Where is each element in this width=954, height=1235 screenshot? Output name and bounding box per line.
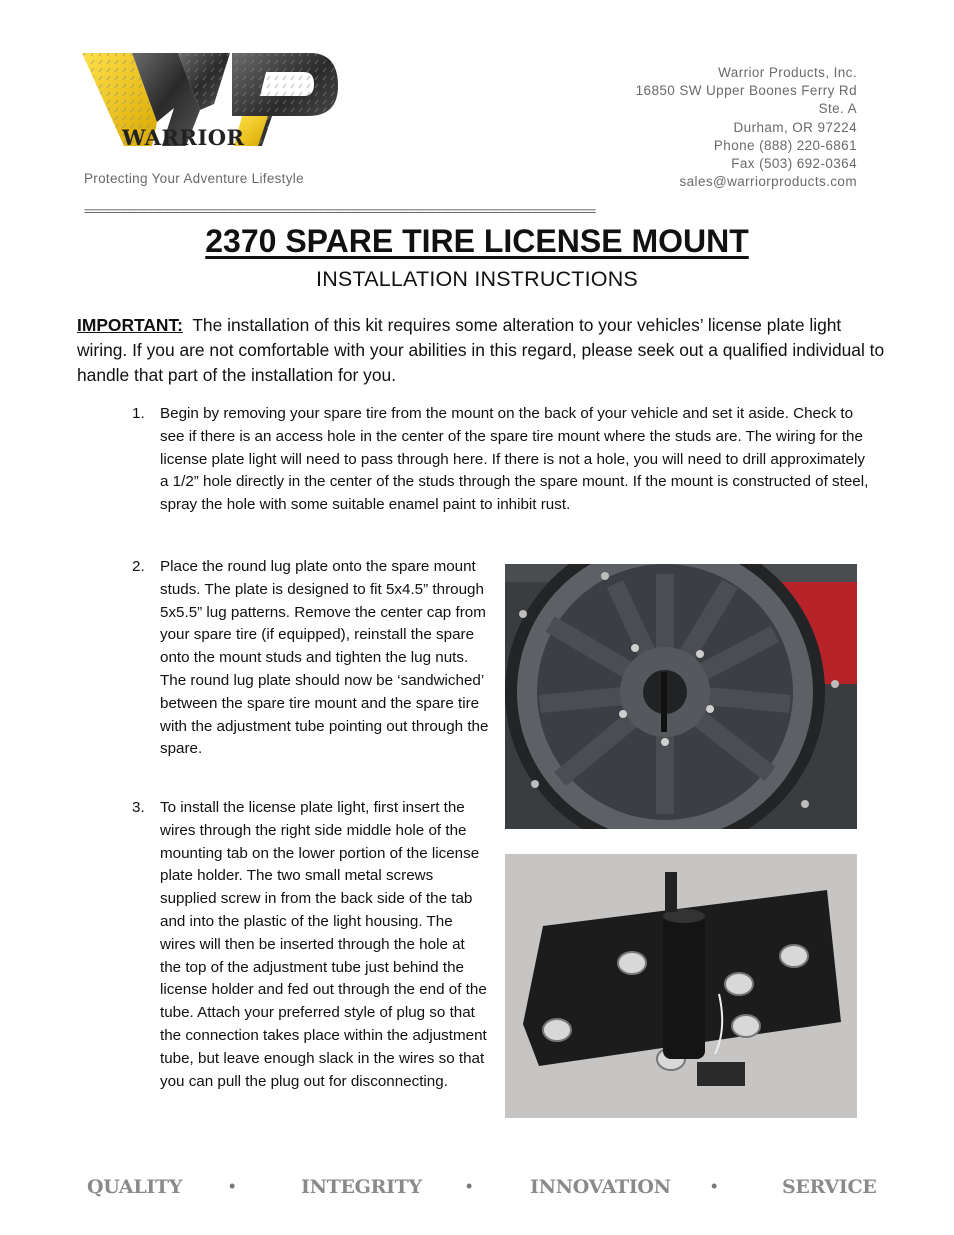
address-line: Ste. A (818, 101, 857, 117)
step-text: Begin by removing your spare tire from the mount on the back of your vehicle and set it aside. Check to see if there is an access hole in the center of the spare tire mount where the studs are. The wiring for the license plate light will need to pass through here. If there is not a hole, you will need to drill approximately a 1/2” hole directly in the center of the studs through the spare mount. If the mount is constructed of steel, spray the hole with some suitable enamel paint to inhibit rust. (160, 405, 869, 514)
section-divider: ================================================================================================ (84, 206, 596, 218)
footer-separator: • (711, 1176, 718, 1196)
license-plate-holder-photo (505, 854, 857, 1118)
address-line: Durham, OR 97224 (733, 119, 857, 135)
address-line: 16850 SW Upper Boones Ferry Rd (635, 83, 857, 99)
document-title: 2370 SPARE TIRE LICENSE MOUNT (205, 223, 749, 259)
step-text: Place the round lug plate onto the spare mount studs. The plate is designed to fit 5x4.5” through 5x5.5” lug patterns. Remove the center cap from your spare tire (if equipped), reinstall the spare onto the mount studs and tighten the lug nuts. The round lug plate should now be ‘sandwiched’ between the spare tire mount and the spare tire with the adjustment tube pointing out through the spare. (160, 558, 489, 758)
important-text: The installation of this kit requires some alteration to your vehicles’ license plate light wiring. If you are not comfortable with your abilities in this regard, please seek out a qualified individual to handle that part of the installation for you. (77, 315, 885, 385)
email-address: sales@warriorproducts.com (679, 174, 857, 190)
company-logo (82, 50, 340, 154)
step-number: 3. (132, 799, 145, 816)
logo-wordmark: WARRIOR (122, 125, 245, 150)
footer-value-integrity: INTEGRITY (301, 1176, 422, 1198)
company-address (636, 64, 857, 191)
document-subtitle: INSTALLATION INSTRUCTIONS (316, 267, 638, 291)
footer-separator: • (229, 1176, 236, 1196)
company-tagline: Protecting Your Adventure Lifestyle (84, 171, 304, 186)
phone-number: Phone (888) 220-6861 (713, 137, 857, 153)
step-text: To install the license plate light, first insert the wires through the right side middle hole of the mounting tab on the lower portion of the license plate holder. The two small metal screws supplied screw in from the back side of the tab and into the plastic of the light housing. The wires will then be inserted through the hole at the top of the adjustment tube just behind the license holder and fed out through the end of the tube. Attach your preferred style of plug so that the connection takes place within the adjustment tube, but leave enough slack in the wires so that you can pull the plug out for disconnecting. (160, 799, 487, 1090)
important-notice (77, 313, 887, 388)
wheel-lug-plate-photo (505, 564, 857, 829)
footer-separator: • (466, 1176, 473, 1196)
address-line: Warrior Products, Inc. (718, 65, 857, 80)
footer-value-innovation: INNOVATION (530, 1176, 671, 1198)
footer-value-service: SERVICE (782, 1176, 877, 1198)
step-number: 2. (132, 558, 145, 575)
important-label: IMPORTANT: (77, 315, 183, 335)
fax-number: Fax (503) 692-0364 (731, 156, 857, 172)
step-number: 1. (132, 405, 145, 422)
footer-value-quality: QUALITY (87, 1176, 183, 1198)
